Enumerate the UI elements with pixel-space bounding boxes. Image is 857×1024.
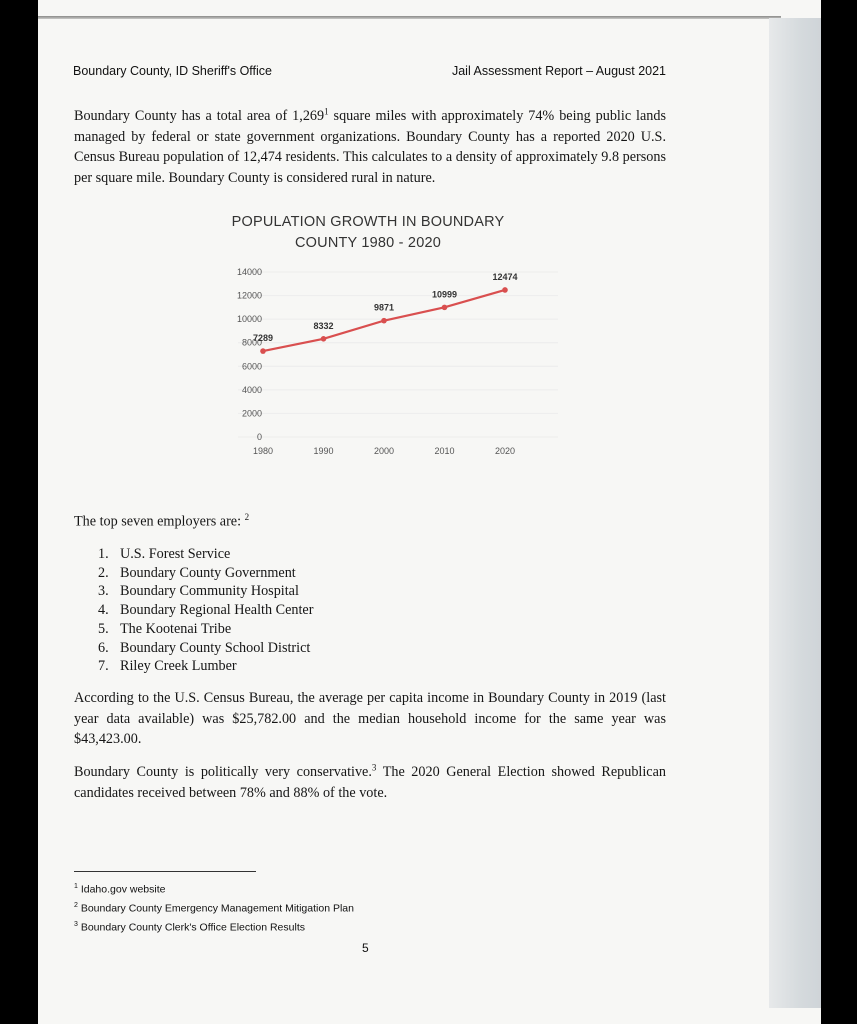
employer-item bbox=[98, 620, 313, 639]
x-tick-label: 2020 bbox=[494, 446, 516, 456]
y-tick-label: 10000 bbox=[236, 314, 262, 325]
y-tick-label: 0 bbox=[256, 432, 262, 442]
header-right: Jail Assessment Report – August 2021 bbox=[451, 64, 666, 78]
data-point bbox=[321, 336, 327, 342]
employers-intro-text: The top seven employers are: bbox=[74, 513, 245, 530]
employer-number: 6. bbox=[98, 639, 109, 656]
employer-item bbox=[98, 601, 313, 620]
population-line-chart bbox=[178, 262, 558, 462]
y-tick-label: 4000 bbox=[241, 384, 262, 395]
intro-text-2: square miles with approximately 74% being public lands managed by federal or state government organizations. Boundary County has a reported 2020 U.S. Census Bureau population of 12,474 residents. This calculates to a density of approximately 9.8 persons per square mile. Boundary County is considered rural in nature. bbox=[74, 108, 667, 186]
y-tick-label: 6000 bbox=[241, 361, 262, 372]
footnote-3 bbox=[74, 917, 354, 936]
employer-list bbox=[98, 545, 313, 676]
x-tick-label: 2000 bbox=[373, 446, 395, 456]
chart-title bbox=[218, 212, 518, 254]
data-label: 7289 bbox=[252, 333, 274, 344]
footnote-marker: 3 bbox=[74, 921, 78, 928]
chart-title-line-2: COUNTY 1980 - 2020 bbox=[295, 235, 441, 251]
x-tick-label: 2010 bbox=[434, 446, 455, 456]
page-number: 5 bbox=[362, 941, 369, 955]
employer-item bbox=[98, 545, 313, 564]
data-label: 12474 bbox=[492, 271, 518, 282]
data-label: 8332 bbox=[313, 320, 334, 331]
employer-name: Riley Creek Lumber bbox=[120, 658, 237, 675]
data-label: 10999 bbox=[431, 289, 458, 300]
x-tick-label: 1990 bbox=[313, 446, 334, 456]
data-point bbox=[442, 305, 448, 311]
employer-item bbox=[98, 564, 313, 583]
employer-item bbox=[98, 639, 313, 658]
employer-name: Boundary County School District bbox=[120, 639, 311, 656]
x-tick-label: 1980 bbox=[252, 446, 274, 456]
employer-number: 7. bbox=[98, 658, 109, 675]
y-tick-label: 2000 bbox=[241, 408, 262, 419]
footnote-ref-2: 2 bbox=[244, 512, 250, 522]
employer-name: U.S. Forest Service bbox=[120, 546, 231, 562]
employer-name: Boundary Community Hospital bbox=[120, 583, 299, 600]
scan-right-edge bbox=[769, 18, 821, 1008]
y-tick-label: 12000 bbox=[236, 290, 262, 301]
politics-text-2: The 2020 General Election showed Republican candidates received between 78% and 88% of the vote. bbox=[74, 764, 666, 801]
footnote-text: Boundary County Clerk's Office Election Results bbox=[80, 921, 305, 934]
income-paragraph: According to the U.S. Census Bureau, the average per capita income in Boundary County in 2019 (last year data available) was $25,782.00 and the median household income for the same year was $43,423.00. bbox=[74, 690, 666, 747]
employer-number: 1. bbox=[98, 546, 109, 562]
data-point bbox=[381, 318, 387, 324]
footnote-text: Idaho.gov website bbox=[80, 883, 166, 896]
y-tick-label: 8000 bbox=[241, 337, 262, 348]
intro-paragraph bbox=[74, 106, 666, 188]
y-tick-label: 14000 bbox=[236, 267, 262, 277]
employers-intro bbox=[74, 512, 249, 531]
footnote-1 bbox=[74, 879, 354, 898]
scan-top-edge bbox=[38, 16, 781, 19]
footnote-2 bbox=[74, 898, 354, 917]
footnote-marker: 2 bbox=[74, 902, 78, 909]
employer-number: 2. bbox=[98, 564, 109, 581]
header-left: Boundary County, ID Sheriff's Office bbox=[73, 64, 273, 78]
document-page bbox=[38, 0, 821, 1024]
footnote-ref-3: 3 bbox=[371, 762, 377, 773]
employer-number: 5. bbox=[98, 620, 109, 637]
employer-item bbox=[98, 582, 313, 601]
data-point bbox=[502, 287, 508, 293]
employer-name: Boundary County Government bbox=[120, 564, 296, 581]
employer-name: Boundary Regional Health Center bbox=[120, 602, 314, 619]
employer-number: 3. bbox=[98, 583, 109, 600]
data-label: 9871 bbox=[373, 302, 395, 313]
politics-paragraph bbox=[74, 762, 666, 803]
data-point bbox=[260, 348, 266, 354]
intro-text-1: Boundary County has a total area of 1,269 bbox=[74, 108, 325, 124]
footnotes bbox=[74, 879, 354, 936]
employer-item bbox=[98, 657, 313, 676]
footnote-divider bbox=[74, 871, 256, 872]
footnote-ref-1: 1 bbox=[324, 106, 329, 117]
employer-number: 4. bbox=[98, 602, 109, 619]
chart-title-line-1: POPULATION GROWTH IN BOUNDARY bbox=[231, 214, 505, 230]
employer-name: The Kootenai Tribe bbox=[120, 620, 232, 637]
footnote-text: Boundary County Emergency Management Mitigation Plan bbox=[80, 902, 354, 915]
politics-text-1: Boundary County is politically very conservative. bbox=[74, 764, 372, 780]
footnote-marker: 1 bbox=[74, 883, 78, 890]
